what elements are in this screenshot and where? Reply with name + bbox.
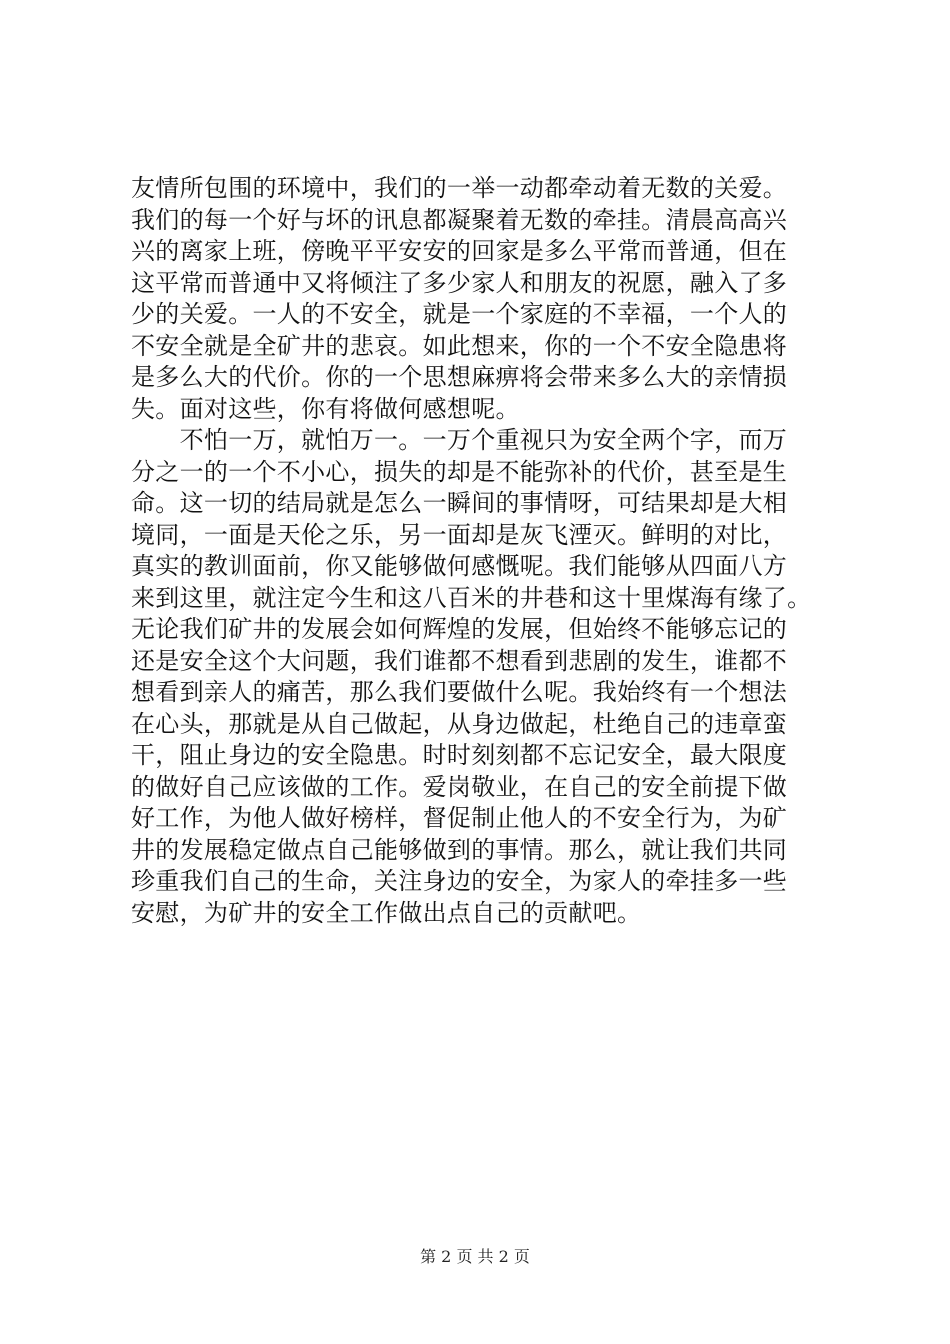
text-line: 干，阻止身边的安全隐患。时时刻刻都不忘记安全，最大限度 xyxy=(131,741,788,769)
document-body xyxy=(131,173,831,929)
text-line: 分之一的一个不小心，损失的却是不能弥补的代价，甚至是生 xyxy=(131,457,788,486)
text-line: 珍重我们自己的生命，关注身边的安全，为家人的牵挂多一些 xyxy=(131,867,788,895)
text-line: 在心头，那就是从自己做起，从身边做起，杜绝自己的违章蛮 xyxy=(131,709,788,738)
text-line: 少的关爱。一人的不安全，就是一个家庭的不幸福，一个人的 xyxy=(131,300,788,328)
text-line: 友情所包围的环境中，我们的一举一动都牵动着无数的关爱。 xyxy=(131,174,788,202)
page-number-footer: 第 2 页 共 2 页 xyxy=(420,1247,530,1266)
text-line: 来到这里，就注定今生和这八百米的井巷和这十里煤海有缘了。 xyxy=(131,583,812,612)
text-line: 命。这一切的结局就是怎么一瞬间的事情呀，可结果却是大相 xyxy=(131,489,788,517)
text-line: 兴的离家上班，傍晚平平安安的回家是多么平常而普通，但在 xyxy=(131,237,788,265)
text-line: 境同，一面是天伦之乐，另一面却是灰飞湮灭。鲜明的对比， xyxy=(131,520,788,549)
text-line: 这平常而普通中又将倾注了多少家人和朋友的祝愿，融入了多 xyxy=(131,268,788,297)
text-line: 安慰，为矿井的安全工作做出点自己的贡献吧。 xyxy=(131,898,642,927)
text-line: 好工作，为他人做好榜样，督促制止他人的不安全行为，为矿 xyxy=(131,804,788,832)
text-line: 井的发展稳定做点自己能够做到的事情。那么，就让我们共同 xyxy=(131,835,788,864)
text-line: 真实的教训面前，你又能够做何感慨呢。我们能够从四面八方 xyxy=(131,552,788,580)
text-line: 不怕一万，就怕万一。一万个重视只为安全两个字，而万 xyxy=(131,426,788,454)
text-line: 无论我们矿井的发展会如何辉煌的发展，但始终不能够忘记的 xyxy=(131,615,788,643)
text-line: 是多么大的代价。你的一个思想麻痹将会带来多么大的亲情损 xyxy=(131,363,788,391)
text-line: 还是安全这个大问题，我们谁都不想看到悲剧的发生，谁都不 xyxy=(131,646,788,675)
text-line: 的做好自己应该做的工作。爱岗敬业，在自己的安全前提下做 xyxy=(131,772,788,801)
text-line: 我们的每一个好与坏的讯息都凝聚着无数的牵挂。清晨高高兴 xyxy=(131,205,788,234)
text-line: 失。面对这些，你有将做何感想呢。 xyxy=(131,394,520,423)
text-line: 想看到亲人的痛苦，那么我们要做什么呢。我始终有一个想法 xyxy=(131,678,788,706)
text-line: 不安全就是全矿井的悲哀。如此想来，你的一个不安全隐患将 xyxy=(131,331,788,360)
